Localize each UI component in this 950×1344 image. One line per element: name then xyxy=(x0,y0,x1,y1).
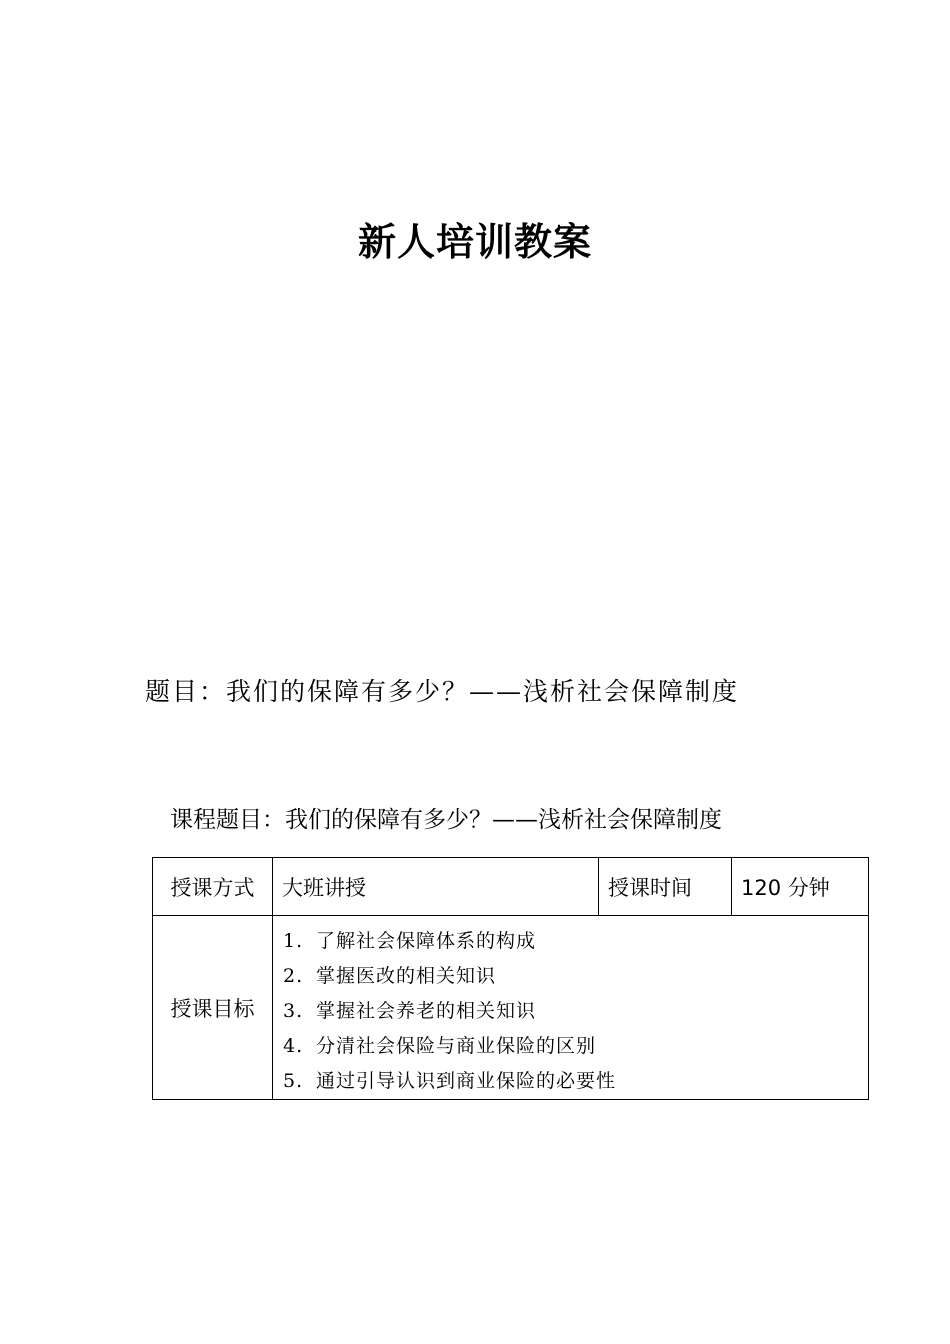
goal-number: 4. xyxy=(283,1035,304,1057)
method-label: 授课方式 xyxy=(153,858,273,916)
document-title: 新人培训教案 xyxy=(357,220,592,264)
course-title: 课程题目：我们的保障有多少？——浅析社会保障制度 xyxy=(170,807,722,833)
time-value: 120 分钟 xyxy=(732,858,869,916)
goal-text: 了解社会保障体系的构成 xyxy=(316,930,537,952)
time-label: 授课时间 xyxy=(599,858,732,916)
goal-text: 分清社会保险与商业保险的区别 xyxy=(316,1035,597,1057)
table-row-method xyxy=(153,858,869,916)
goal-number: 1. xyxy=(283,930,304,952)
goals-cell xyxy=(273,916,869,1100)
list-item xyxy=(283,959,868,994)
list-item xyxy=(283,994,868,1029)
method-value: 大班讲授 xyxy=(273,858,599,916)
goal-text: 掌握医改的相关知识 xyxy=(316,965,497,987)
topic-line: 题目：我们的保障有多少？——浅析社会保障制度 xyxy=(145,677,740,706)
goal-number: 5. xyxy=(283,1070,304,1092)
goal-list xyxy=(273,916,868,1099)
goal-text: 通过引导认识到商业保险的必要性 xyxy=(316,1070,617,1092)
goal-number: 3. xyxy=(283,1000,304,1022)
goals-label: 授课目标 xyxy=(153,916,273,1100)
list-item xyxy=(283,924,868,959)
list-item xyxy=(283,1029,868,1064)
list-item xyxy=(283,1064,868,1099)
goal-number: 2. xyxy=(283,965,304,987)
goal-text: 掌握社会养老的相关知识 xyxy=(316,1000,537,1022)
course-info-table xyxy=(152,857,869,1100)
table-row-goals xyxy=(153,916,869,1100)
